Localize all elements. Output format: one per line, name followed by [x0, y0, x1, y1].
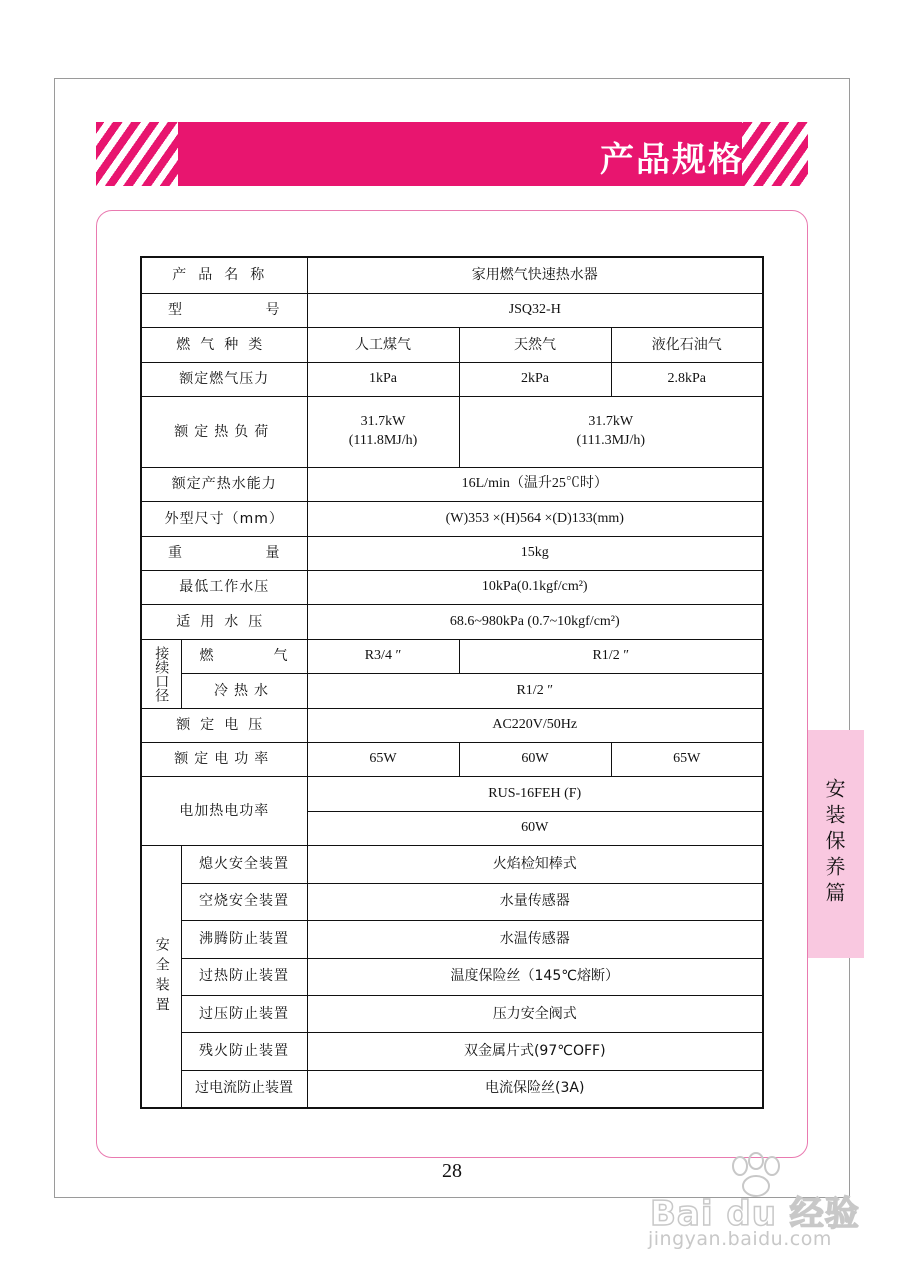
safety-value: 水温传感器: [307, 921, 763, 958]
heating-power-label: 电加热电功率: [141, 777, 307, 846]
section-side-tab: [808, 730, 864, 958]
min-water-pressure-label: 最低工作水压: [141, 571, 307, 605]
weight-label-a: 重: [168, 544, 183, 561]
table-row-heating-power: [141, 777, 763, 811]
safety-group-text: 安全装置: [153, 936, 170, 1017]
connection-gas-value: R1/2 ″: [459, 639, 763, 673]
table-row-safety: [141, 921, 763, 958]
table-row-water-pressure: [141, 605, 763, 639]
rated-heat-load-value: [459, 397, 763, 468]
rated-power-value: 65W: [307, 743, 459, 777]
table-row-safety: [141, 883, 763, 920]
table-row-product-name: [141, 257, 763, 293]
table-row-min-water-pressure: [141, 571, 763, 605]
section-side-tab-label: 安装保养篇: [822, 778, 846, 908]
safety-value: 电流保险丝(3A): [307, 1070, 763, 1108]
table-row-rated-power: [141, 743, 763, 777]
watermark-url: jingyan.baidu.com: [648, 1228, 832, 1250]
table-row-weight: [141, 536, 763, 570]
safety-label: 过压防止装置: [181, 995, 307, 1032]
table-row-rated-hot-water: [141, 467, 763, 501]
spec-table: [140, 256, 764, 1109]
rated-gas-pressure-value: 2kPa: [459, 362, 611, 396]
page-number: 28: [442, 1160, 462, 1182]
heat-load-mj: (111.3MJ/h): [576, 433, 646, 448]
heating-power-model: RUS-16FEH (F): [307, 777, 763, 811]
connection-gas-label-b: 气: [273, 648, 289, 665]
table-row-safety: [141, 846, 763, 883]
rated-voltage-value: AC220V/50Hz: [307, 708, 763, 742]
table-row-safety: [141, 1070, 763, 1108]
heat-load-mj: (111.8MJ/h): [348, 433, 418, 448]
weight-value: 15kg: [307, 536, 763, 570]
weight-label-b: 量: [265, 544, 281, 561]
heating-power-value: 60W: [307, 811, 763, 845]
rated-gas-pressure-value: 2.8kPa: [611, 362, 763, 396]
safety-label: 残火防止装置: [181, 1033, 307, 1070]
min-water-pressure-value: 10kPa(0.1kgf/cm²): [307, 571, 763, 605]
model-value: JSQ32-H: [307, 293, 763, 327]
rated-power-value: 60W: [459, 743, 611, 777]
rated-power-label: 额定电功率: [141, 743, 307, 777]
heat-load-kw: 31.7kW: [588, 414, 634, 430]
connection-gas-label-a: 燃: [199, 648, 215, 665]
connection-water-label: 冷热水: [181, 674, 307, 708]
rated-hot-water-value: 16L/min（温升25℃时）: [307, 467, 763, 501]
model-label: [141, 293, 307, 327]
banner-stripes-left: [96, 122, 178, 186]
water-pressure-label: 适用水压: [141, 605, 307, 639]
rated-gas-pressure-value: 1kPa: [307, 362, 459, 396]
table-row-connection-water: [141, 674, 763, 708]
connection-gas-label: [181, 639, 307, 673]
table-row-dimensions: [141, 502, 763, 536]
rated-power-value: 65W: [611, 743, 763, 777]
table-row-safety: [141, 1033, 763, 1070]
table-row-rated-heat-load: [141, 397, 763, 468]
safety-value: 火焰检知棒式: [307, 846, 763, 883]
rated-hot-water-label: 额定产热水能力: [141, 467, 307, 501]
dimensions-value: (W)353 ×(H)564 ×(D)133(mm): [307, 502, 763, 536]
table-row-safety: [141, 995, 763, 1032]
table-row-model: [141, 293, 763, 327]
rated-heat-load-label: 额定热负荷: [141, 397, 307, 468]
model-label-a: 型: [168, 302, 183, 319]
weight-label: [141, 536, 307, 570]
safety-label: 过热防止装置: [181, 958, 307, 995]
safety-label: 过电流防止装置: [181, 1070, 307, 1108]
safety-label: 空烧安全装置: [181, 883, 307, 920]
water-pressure-value: 68.6~980kPa (0.7~10kgf/cm²): [307, 605, 763, 639]
table-row-gas-type: [141, 328, 763, 362]
safety-value: 压力安全阀式: [307, 995, 763, 1032]
product-name-label: 产品名称: [141, 257, 307, 293]
heat-load-kw: 31.7kW: [360, 414, 406, 430]
safety-value: 水量传感器: [307, 883, 763, 920]
table-row-safety: [141, 958, 763, 995]
model-label-b: 号: [265, 302, 281, 319]
connection-group-text: 接续口径: [153, 645, 170, 702]
page-title: 产品规格: [600, 140, 744, 180]
connection-gas-value: R3/4 ″: [307, 639, 459, 673]
watermark-brand: Bai du 经验: [650, 1194, 860, 1234]
gas-type-value: 人工煤气: [307, 328, 459, 362]
table-row-connection-gas: [141, 639, 763, 673]
rated-gas-pressure-label: 额定燃气压力: [141, 362, 307, 396]
table-row-rated-gas-pressure: [141, 362, 763, 396]
title-banner: [96, 122, 808, 186]
gas-type-label: 燃气种类: [141, 328, 307, 362]
banner-stripes-right: [742, 122, 808, 186]
rated-heat-load-value: [307, 397, 459, 468]
gas-type-value: 天然气: [459, 328, 611, 362]
safety-value: 温度保险丝（145℃熔断）: [307, 958, 763, 995]
safety-value: 双金属片式(97℃OFF): [307, 1033, 763, 1070]
connection-water-value: R1/2 ″: [307, 674, 763, 708]
watermark: [640, 1152, 880, 1252]
safety-label: 沸腾防止装置: [181, 921, 307, 958]
connection-group-label: [141, 639, 181, 708]
gas-type-value: 液化石油气: [611, 328, 763, 362]
rated-voltage-label: 额定电压: [141, 708, 307, 742]
dimensions-label: 外型尺寸（mm）: [141, 502, 307, 536]
table-row-rated-voltage: [141, 708, 763, 742]
safety-group-label: [141, 846, 181, 1108]
product-name-value: 家用燃气快速热水器: [307, 257, 763, 293]
safety-label: 熄火安全装置: [181, 846, 307, 883]
